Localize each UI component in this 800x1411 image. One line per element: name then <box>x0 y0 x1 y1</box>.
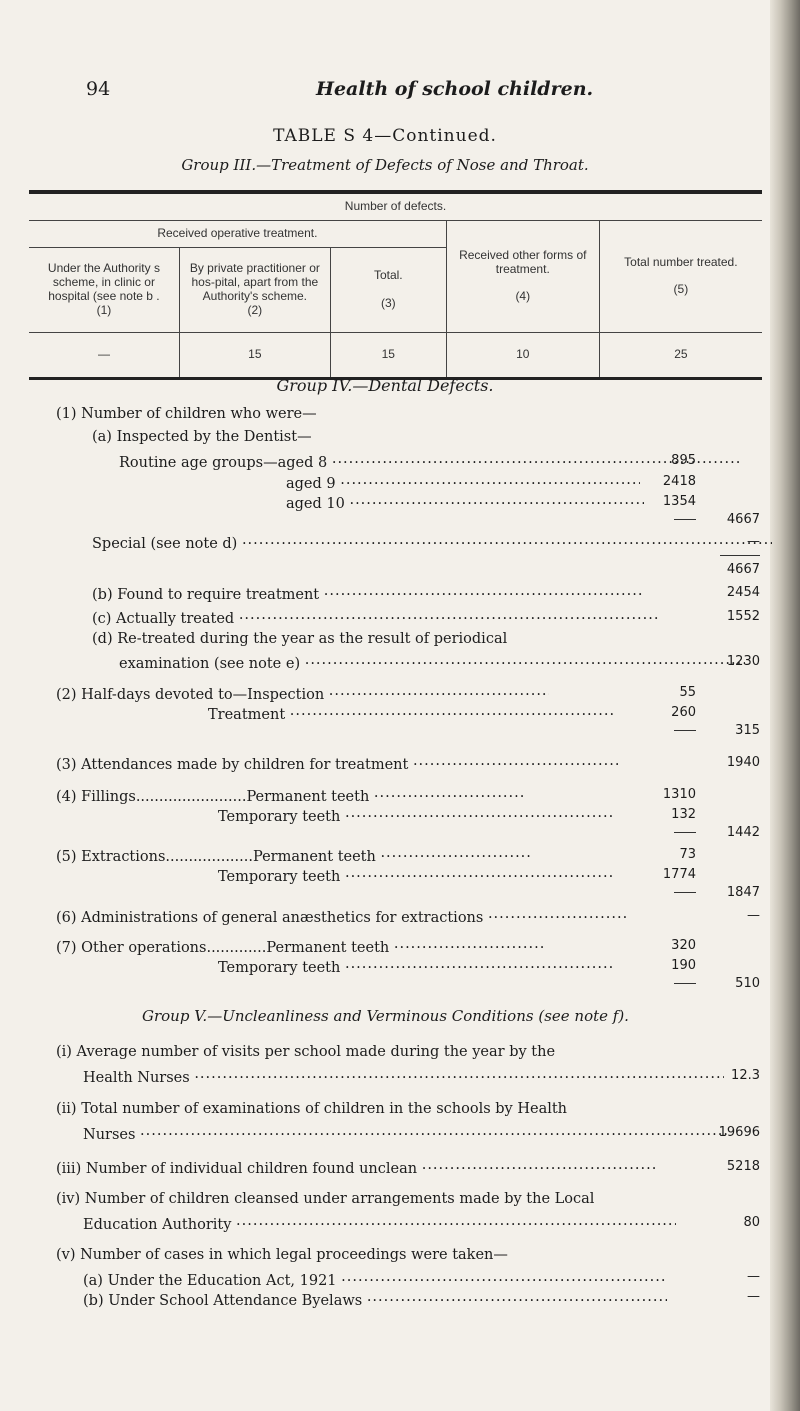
extractions-temp-label: Temporary teeth <box>218 869 341 885</box>
special-label: Special (see note d) <box>92 536 238 552</box>
other-ops-label: (7) Other operations.............Permanent teeth <box>56 940 390 956</box>
leader-dots <box>305 652 745 668</box>
leader-dots <box>413 753 618 769</box>
col5-num: (5) <box>673 282 689 297</box>
fillings-temporary-value: 132 <box>671 807 696 822</box>
total-rule <box>720 555 760 556</box>
examinations-line1: (ii) Total number of examinations of children in the schools by Health <box>56 1101 568 1117</box>
extractions-temporary-value: 1774 <box>662 867 696 882</box>
col3-text: Total. <box>373 268 403 283</box>
other-ops-temporary-value: 190 <box>671 958 696 973</box>
retreated-line1: (d) Re-treated during the year as the result of periodical <box>92 631 508 647</box>
leader-dots <box>374 785 524 801</box>
treatment-row <box>208 703 615 723</box>
aged10-label: aged 10 <box>286 496 345 512</box>
byelaws-value: — <box>747 1289 760 1304</box>
col4-num: (4) <box>515 289 531 304</box>
sum-rule <box>674 832 696 833</box>
fillings-row <box>56 785 524 805</box>
leader-dots <box>290 703 615 719</box>
leader-dots <box>329 683 549 699</box>
dental-line-1a: (a) Inspected by the Dentist— <box>92 429 312 445</box>
leader-dots <box>367 1289 667 1305</box>
leader-dots <box>488 906 628 922</box>
value-col2: 15 <box>179 333 330 379</box>
anaesthetics-value: — <box>747 908 760 923</box>
leader-dots <box>239 607 659 623</box>
found-row <box>92 583 644 603</box>
treated-label: (c) Actually treated <box>92 611 235 627</box>
special-row <box>92 532 772 552</box>
inspection-value: 55 <box>679 685 696 700</box>
leader-dots <box>140 1123 730 1139</box>
education-act-row <box>83 1269 666 1289</box>
other-ops-row <box>56 936 544 956</box>
leader-dots <box>380 845 530 861</box>
leader-dots <box>345 956 615 972</box>
extractions-label: (5) Extractions...................Permanent teeth <box>56 849 376 865</box>
visits-row <box>83 1066 724 1086</box>
other-ops-temp-row <box>218 956 615 976</box>
sum-rule <box>674 892 696 893</box>
table-title: TABLE S 4—Continued. <box>273 126 497 146</box>
col2-text: By private practitioner or hos-pital, apart from the Authority's scheme. <box>189 261 320 303</box>
extractions-temp-row <box>218 865 615 885</box>
group3-title: Group III.—Treatment of Defects of Nose and Throat. <box>181 156 589 174</box>
examinations-label: Nurses <box>83 1127 136 1143</box>
col4-header <box>446 221 599 333</box>
fillings-temp-label: Temporary teeth <box>218 809 341 825</box>
examinations-row <box>83 1123 730 1143</box>
cleansed-value: 80 <box>743 1215 760 1230</box>
treatment-label: Treatment <box>208 707 286 723</box>
leader-dots <box>324 583 644 599</box>
fillings-label: (4) Fillings........................Permanent teeth <box>56 789 370 805</box>
group4-title: Group IV.—Dental Defects. <box>276 376 494 395</box>
dental-line-1: (1) Number of children who were— <box>56 406 317 422</box>
col4-text: Received other forms of treatment. <box>459 247 587 276</box>
found-value: 2454 <box>726 585 760 600</box>
other-ops-temp-label: Temporary teeth <box>218 960 341 976</box>
leader-dots <box>422 1157 657 1173</box>
page-edge-shadow <box>770 0 800 1411</box>
aged10-row <box>286 492 644 512</box>
leader-dots <box>340 472 640 488</box>
routine-label: Routine age groups—aged 8 <box>119 455 328 471</box>
col3-num: (3) <box>380 295 396 310</box>
other-ops-permanent-value: 320 <box>671 938 696 953</box>
leader-dots <box>341 1269 666 1285</box>
extractions-row <box>56 845 530 865</box>
running-title: Health of school children. <box>316 78 594 100</box>
unclean-row <box>56 1157 657 1177</box>
visits-line1: (i) Average number of visits per school made during the year by the <box>56 1044 556 1060</box>
byelaws-label: (b) Under School Attendance Byelaws <box>83 1293 363 1309</box>
group5-title: Group V.—Uncleanliness and Verminous Conditions (see note f). <box>142 1007 629 1025</box>
leader-dots <box>194 1066 724 1082</box>
halfdays-row <box>56 683 549 703</box>
leader-dots <box>236 1213 676 1229</box>
cleansed-row <box>83 1213 676 1233</box>
cleansed-label: Education Authority <box>83 1217 232 1233</box>
leader-dots <box>349 492 644 508</box>
attendances-row <box>56 753 618 773</box>
leader-dots <box>345 805 615 821</box>
byelaws-row <box>83 1289 667 1309</box>
examinations-value: 19696 <box>718 1125 760 1140</box>
fillings-total: 1442 <box>726 825 760 840</box>
education-act-label: (a) Under the Education Act, 1921 <box>83 1273 337 1289</box>
aged9-row <box>286 472 640 492</box>
col2-num: (2) <box>247 302 263 317</box>
col2-header <box>179 248 330 333</box>
visits-value: 12.3 <box>731 1068 760 1083</box>
halfdays-label: (2) Half-days devoted to—Inspection <box>56 687 325 703</box>
halfdays-total: 315 <box>735 723 760 738</box>
aged8-value: 895 <box>671 453 696 468</box>
extractions-total: 1847 <box>726 885 760 900</box>
col5-header <box>599 221 762 333</box>
attendances-value: 1940 <box>726 755 760 770</box>
aged9-value: 2418 <box>662 474 696 489</box>
legal-line: (v) Number of cases in which legal proceedings were taken— <box>56 1247 508 1263</box>
sum-rule <box>674 730 696 731</box>
value-col1: — <box>29 333 179 379</box>
sum-rule <box>674 983 696 984</box>
retreated-label: examination (see note e) <box>119 656 301 672</box>
attendances-label: (3) Attendances made by children for treatment <box>56 757 409 773</box>
nose-throat-table <box>29 190 762 380</box>
fillings-permanent-value: 1310 <box>662 787 696 802</box>
anaesthetics-row <box>56 906 628 926</box>
col1-num: (1) <box>96 302 112 317</box>
leader-dots <box>242 532 772 548</box>
retreated-value: 1230 <box>726 654 760 669</box>
leader-dots <box>394 936 544 952</box>
total-4667: 4667 <box>726 562 760 577</box>
treatment-value: 260 <box>671 705 696 720</box>
header-number-of-defects: Number of defects. <box>29 192 762 221</box>
cleansed-line1: (iv) Number of children cleansed under arrangements made by the Local <box>56 1191 595 1207</box>
unclean-label: (iii) Number of individual children found unclean <box>56 1161 418 1177</box>
anaesthetics-label: (6) Administrations of general anæsthetics for extractions <box>56 910 484 926</box>
value-col5: 25 <box>599 333 762 379</box>
aged10-value: 1354 <box>662 494 696 509</box>
col5-text: Total number treated. <box>624 254 738 269</box>
visits-label: Health Nurses <box>83 1070 190 1086</box>
retreated-row <box>119 652 745 672</box>
sum-rule <box>674 519 696 520</box>
treated-row <box>92 607 659 627</box>
extractions-permanent-value: 73 <box>679 847 696 862</box>
value-col3: 15 <box>330 333 446 379</box>
header-received-operative: Received operative treatment. <box>29 221 446 248</box>
aged9-label: aged 9 <box>286 476 336 492</box>
found-label: (b) Found to require treatment <box>92 587 320 603</box>
special-value: — <box>747 534 760 549</box>
fillings-temp-row <box>218 805 615 825</box>
subtotal-4667: 4667 <box>726 512 760 527</box>
col1-header <box>29 248 179 333</box>
education-act-value: — <box>747 1269 760 1284</box>
page-number: 94 <box>86 78 111 100</box>
value-col4: 10 <box>446 333 599 379</box>
treated-value: 1552 <box>726 609 760 624</box>
col3-header <box>330 248 446 333</box>
unclean-value: 5218 <box>726 1159 760 1174</box>
leader-dots <box>345 865 615 881</box>
col1-text: Under the Authority s scheme, in clinic or hospital (see note b . <box>47 261 160 303</box>
other-ops-total: 510 <box>735 976 760 991</box>
